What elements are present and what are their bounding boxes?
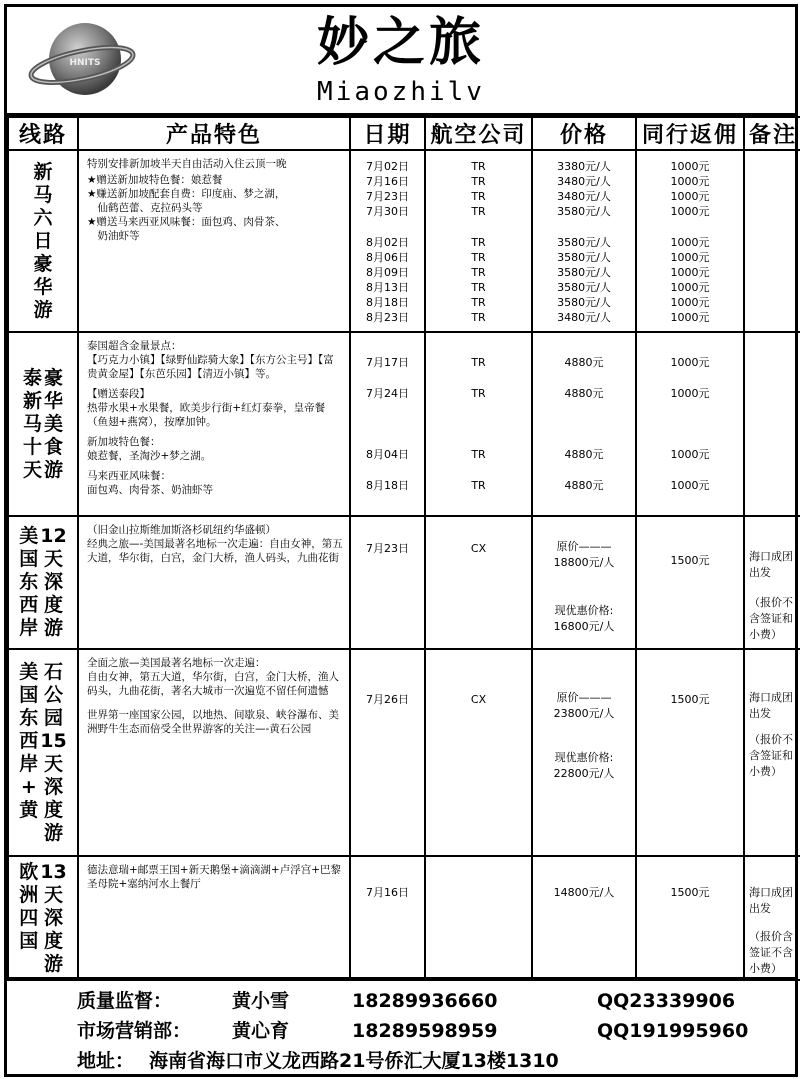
- rebate-value: 1000元: [670, 190, 710, 203]
- feature-line: 特别安排新加坡半天自由活动入住云顶一晚: [87, 158, 287, 170]
- route-name-char: 游: [44, 821, 64, 844]
- airline-code: TR: [471, 190, 486, 203]
- airline-cell: [425, 150, 532, 332]
- route-name-char: 度: [44, 798, 64, 821]
- airline-code: TR: [471, 266, 486, 279]
- departure-date: 7月16日: [366, 886, 409, 899]
- price-cell: [532, 516, 636, 649]
- route-name: [9, 861, 77, 976]
- route-name-char: 游: [44, 458, 64, 481]
- quality-contact: [77, 987, 795, 1015]
- price-value: 3580元/人: [557, 251, 611, 264]
- feature-line: 德法意瑞+邮票王国+新天鹅堡+滴滴湖+卢浮宫+巴黎圣母院+塞纳河水上餐厅: [87, 864, 341, 890]
- note-cell: [744, 649, 800, 856]
- route-name-char: 国: [19, 548, 39, 570]
- quality-qq: QQ23339906: [597, 990, 736, 1012]
- page-title: 妙之旅: [316, 13, 485, 73]
- route-name-char: 泰: [22, 366, 42, 389]
- feature-line: 【赠送泰段】: [87, 388, 150, 400]
- rebate-cell: [636, 150, 744, 332]
- departure-date: 7月16日: [366, 175, 409, 188]
- price-value: 23800元/人: [553, 707, 615, 720]
- route-name-char: 美: [19, 525, 39, 547]
- quality-name: 黄小雪: [232, 990, 290, 1012]
- feature-line: （旧金山拉斯维加斯洛杉矶纽约华盛顿）: [87, 524, 276, 536]
- route-name-char: 园: [44, 706, 64, 729]
- departure-date: 8月04日: [366, 448, 409, 461]
- feature-line: 新加坡特色餐：: [87, 436, 161, 448]
- feature-line: 泰国超含金量景点：: [87, 340, 182, 352]
- col-header-rebate: 同行返佣: [636, 117, 744, 150]
- poster-frame: [4, 4, 798, 1077]
- rebate-value: 1500元: [670, 554, 710, 567]
- note-line: （报价不: [749, 733, 793, 746]
- col-header-price: 价格: [532, 117, 636, 150]
- marketing-contact: [77, 1017, 795, 1045]
- route-name-char: 东: [19, 571, 39, 593]
- note-line: （报价不: [749, 596, 793, 609]
- departure-date: 7月24日: [366, 387, 409, 400]
- route-name-char: 游: [44, 952, 64, 975]
- route-name-char: 四: [19, 906, 39, 929]
- price-value: 3580元/人: [557, 266, 611, 279]
- route-name-char: 国: [19, 683, 39, 706]
- route-name-char: 豪: [33, 252, 53, 275]
- airline-code: TR: [471, 236, 486, 249]
- feature-line: 仙鹤芭蕾、克拉码头等: [87, 202, 203, 214]
- airline-code: TR: [471, 205, 486, 218]
- route-name-char: 度: [44, 929, 64, 952]
- feature-line: 娘惹餐，圣淘沙+梦之湖。: [87, 450, 212, 462]
- airline-code: TR: [471, 387, 486, 400]
- route-name-char: 天: [44, 548, 64, 570]
- price-value: 3480元/人: [557, 175, 611, 188]
- route-name-cell: [8, 649, 78, 856]
- price-value: 原价———: [556, 540, 612, 553]
- address-text: 海南省海口市义龙西路21号侨汇大厦13楼1310: [149, 1050, 559, 1072]
- rebate-value: 1000元: [670, 175, 710, 188]
- rebate-value: 1000元: [670, 251, 710, 264]
- product-features-cell: [78, 649, 350, 856]
- table-row: [8, 649, 800, 856]
- price-cell: [532, 649, 636, 856]
- departure-date: 7月17日: [366, 356, 409, 369]
- route-name-char: 天: [44, 883, 64, 906]
- route-name-char: 12: [40, 525, 67, 547]
- route-name-char: 天: [44, 752, 64, 775]
- table-row: [8, 150, 800, 332]
- table-row: [8, 856, 800, 980]
- price-value: 3480元/人: [557, 311, 611, 324]
- rebate-value: 1500元: [670, 886, 710, 899]
- route-name-char: 洲: [19, 883, 39, 906]
- route-name-char: 美: [44, 412, 64, 435]
- departure-date: 8月13日: [366, 281, 409, 294]
- airline-code: TR: [471, 175, 486, 188]
- col-header-note: 备注: [744, 117, 800, 150]
- price-value: 3580元/人: [557, 281, 611, 294]
- quality-phone: 18289936660: [352, 990, 498, 1012]
- note-line: 含签证和: [749, 612, 793, 625]
- departure-date: 7月30日: [366, 205, 409, 218]
- rebate-value: 1000元: [670, 356, 710, 369]
- marketing-name: 黄心育: [232, 1020, 290, 1042]
- route-name-char: 西: [19, 729, 39, 752]
- route-name-column: [40, 861, 66, 976]
- departure-date: 8月18日: [366, 479, 409, 492]
- feature-line: 自由女神，第五大道，华尔街，白宫，金门大桥，渔人码头，九曲花街，著名大城市一次遍览不留任何遗憾: [87, 671, 339, 697]
- airline-code: CX: [470, 693, 487, 706]
- price-value: 3480元/人: [557, 190, 611, 203]
- feature-line: 世界第一座国家公园，以地热、间歇泉、峡谷瀑布、美洲野牛生态而倍受全世界游客的关注—-黄石公园: [87, 709, 339, 735]
- price-value: 14800元/人: [553, 886, 615, 899]
- price-value: 4880元: [564, 479, 604, 492]
- price-cell: [532, 150, 636, 332]
- note-cell: [744, 332, 800, 516]
- price-value: 18800元/人: [553, 556, 615, 569]
- page-subtitle: Miaozhilv: [317, 77, 485, 107]
- feature-line: 【巧克力小镇】【绿野仙踪骑大象】【东方公主号】【富贵黄金屋】【东芭乐园】【清迈小镇】等。: [87, 354, 334, 380]
- feature-line: ★赠送马来西亚风味餐：面包鸡、肉骨茶、: [87, 216, 286, 228]
- route-name-cell: [8, 516, 78, 649]
- airline-code: TR: [471, 160, 486, 173]
- feature-line: ★赚送新加坡配套自费：印度庙、梦之湖，: [87, 188, 286, 200]
- route-name-char: 岸: [19, 617, 39, 639]
- route-name-char: 欧: [19, 860, 39, 883]
- airline-code: TR: [471, 356, 486, 369]
- rebate-value: 1000元: [670, 236, 710, 249]
- rebate-value: 1000元: [670, 387, 710, 400]
- feature-line: 马来西亚风味餐：: [87, 470, 171, 482]
- price-value: 3580元/人: [557, 236, 611, 249]
- route-name: [9, 367, 77, 482]
- rebate-value: 1000元: [670, 205, 710, 218]
- note-line: 海口成团: [749, 550, 793, 563]
- note-line: 出发: [749, 902, 771, 915]
- note-line: （报价含: [749, 930, 793, 943]
- note-line: 含签证和: [749, 749, 793, 762]
- rebate-cell: [636, 649, 744, 856]
- date-cell: [350, 856, 425, 980]
- departure-date: 8月02日: [366, 236, 409, 249]
- note-cell: [744, 150, 800, 332]
- note-cell: [744, 516, 800, 649]
- route-name-char: 游: [44, 617, 64, 639]
- route-name-char: 新: [33, 160, 53, 183]
- quality-label: 质量监督：: [77, 990, 173, 1012]
- feature-line: ★赠送新加坡特色餐：娘惹餐: [87, 174, 223, 186]
- rebate-value: 1000元: [670, 296, 710, 309]
- route-name-char: 13: [40, 860, 67, 883]
- rebate-value: 1500元: [670, 693, 710, 706]
- price-value: 3380元/人: [557, 160, 611, 173]
- airline-code: TR: [471, 448, 486, 461]
- route-name-column: [19, 525, 38, 640]
- route-name-char: 食: [44, 435, 64, 458]
- route-name-char: 深: [44, 906, 64, 929]
- airline-cell: [425, 856, 532, 980]
- feature-line: 奶油虾等: [87, 230, 140, 242]
- price-value: 22800元/人: [553, 767, 615, 780]
- airline-cell: [425, 649, 532, 856]
- note-line: 小费）: [749, 765, 782, 778]
- route-name-char: 马: [33, 183, 53, 206]
- price-cell: [532, 332, 636, 516]
- rebate-value: 1000元: [670, 281, 710, 294]
- route-name-char: 东: [19, 706, 39, 729]
- route-name-column: [44, 367, 63, 482]
- table-header-row: [8, 117, 800, 150]
- date-cell: [350, 150, 425, 332]
- route-name-char: 15: [40, 729, 67, 752]
- rebate-value: 1000元: [670, 448, 710, 461]
- price-value: 原价———: [556, 691, 612, 704]
- price-value: 现优惠价格:: [554, 751, 614, 764]
- route-name-char: 石: [44, 660, 64, 683]
- price-cell: [532, 856, 636, 980]
- departure-date: 7月23日: [366, 542, 409, 555]
- route-name: [9, 161, 77, 322]
- marketing-qq: QQ191995960: [597, 1020, 749, 1042]
- route-name-column: [40, 661, 66, 845]
- departure-date: 7月23日: [366, 190, 409, 203]
- marketing-phone: 18289598959: [352, 1020, 498, 1042]
- date-cell: [350, 516, 425, 649]
- note-cell: [744, 856, 800, 980]
- rebate-cell: [636, 856, 744, 980]
- route-name-cell: [8, 332, 78, 516]
- note-line: 海口成团: [749, 886, 793, 899]
- svg-text:HNITS: HNITS: [69, 58, 101, 68]
- route-name-char: 国: [19, 929, 39, 952]
- airline-cell: [425, 516, 532, 649]
- route-name-char: +: [20, 775, 37, 798]
- departure-date: 8月18日: [366, 296, 409, 309]
- route-name-char: 黄: [19, 798, 39, 821]
- route-name-char: 深: [44, 571, 64, 593]
- price-value: 4880元: [564, 356, 604, 369]
- feature-line: 面包鸡、肉骨茶、奶油虾等: [87, 484, 213, 496]
- feature-line: 全面之旅—美国最著名地标一次走遍：: [87, 657, 266, 669]
- route-name-column: [23, 367, 42, 482]
- departure-date: 7月02日: [366, 160, 409, 173]
- product-features-cell: [78, 856, 350, 980]
- airline-cell: [425, 332, 532, 516]
- route-name-column: [19, 861, 38, 976]
- feature-line: 热带水果+水果餐，欧美步行街+红灯泰拳，皇帝餐（鱼翅+燕窝），按摩加钟。: [87, 402, 326, 428]
- departure-date: 7月26日: [366, 693, 409, 706]
- contact-footer: [7, 977, 795, 1076]
- route-name-char: 天: [22, 458, 42, 481]
- table-row: [8, 516, 800, 649]
- note-line: 签证不含: [749, 946, 793, 959]
- departure-date: 8月23日: [366, 311, 409, 324]
- rebate-value: 1000元: [670, 266, 710, 279]
- route-name-char: 日: [33, 229, 53, 252]
- col-header-date: 日期: [350, 117, 425, 150]
- route-name-column: [19, 661, 38, 845]
- header: [7, 7, 795, 116]
- route-name-char: 岸: [19, 752, 39, 775]
- airline-code: TR: [471, 479, 486, 492]
- price-value: 4880元: [564, 387, 604, 400]
- route-name: [9, 525, 77, 640]
- airline-code: TR: [471, 281, 486, 294]
- note-line: 小费）: [749, 962, 782, 975]
- rebate-cell: [636, 516, 744, 649]
- route-name-char: 游: [33, 298, 53, 321]
- note-line: 小费）: [749, 628, 782, 641]
- rebate-value: 1000元: [670, 479, 710, 492]
- departure-date: 8月06日: [366, 251, 409, 264]
- route-name-column: [40, 525, 66, 640]
- airline-code: TR: [471, 251, 486, 264]
- route-name-char: 六: [33, 206, 53, 229]
- note-line: 海口成团: [749, 691, 793, 704]
- airline-code: TR: [471, 296, 486, 309]
- route-name-char: 豪: [44, 366, 64, 389]
- route-name-char: 马: [22, 412, 42, 435]
- date-cell: [350, 332, 425, 516]
- route-name-char: 华: [44, 389, 64, 412]
- route-name-char: 新: [22, 389, 42, 412]
- airline-code: CX: [470, 542, 487, 555]
- marketing-label: 市场营销部：: [77, 1020, 192, 1042]
- rebate-cell: [636, 332, 744, 516]
- route-name-char: 深: [44, 775, 64, 798]
- route-name-char: 华: [33, 275, 53, 298]
- price-value: 3580元/人: [557, 296, 611, 309]
- price-value: 16800元/人: [553, 620, 615, 633]
- airline-code: TR: [471, 311, 486, 324]
- note-line: 出发: [749, 566, 771, 579]
- route-name-char: 十: [22, 435, 42, 458]
- route-name-char: 度: [44, 594, 64, 616]
- route-name-char: 西: [19, 594, 39, 616]
- product-features-cell: [78, 332, 350, 516]
- route-name-cell: [8, 856, 78, 980]
- departure-date: 8月09日: [366, 266, 409, 279]
- address-line: [77, 1047, 795, 1075]
- product-features-cell: [78, 516, 350, 649]
- note-line: 出发: [749, 707, 771, 720]
- route-name-char: 公: [44, 683, 64, 706]
- date-cell: [350, 649, 425, 856]
- rebate-value: 1000元: [670, 311, 710, 324]
- feature-line: 经典之旅—-美国最著名地标一次走遍：自由女神，第五大道，华尔街，白宫，金门大桥，渔人码头，九曲花街: [87, 538, 343, 564]
- address-label: 地址：: [77, 1050, 135, 1072]
- table-row: [8, 332, 800, 516]
- route-table: [7, 116, 800, 981]
- price-value: 3580元/人: [557, 205, 611, 218]
- product-features-cell: [78, 150, 350, 332]
- col-header-airline: 航空公司: [425, 117, 532, 150]
- rebate-value: 1000元: [670, 160, 710, 173]
- col-header-features: 产品特色: [78, 117, 350, 150]
- route-name-char: 美: [19, 660, 39, 683]
- route-name: [9, 661, 77, 845]
- price-value: 4880元: [564, 448, 604, 461]
- price-value: 现优惠价格:: [554, 604, 614, 617]
- route-name-cell: [8, 150, 78, 332]
- col-header-route: 线路: [8, 117, 78, 150]
